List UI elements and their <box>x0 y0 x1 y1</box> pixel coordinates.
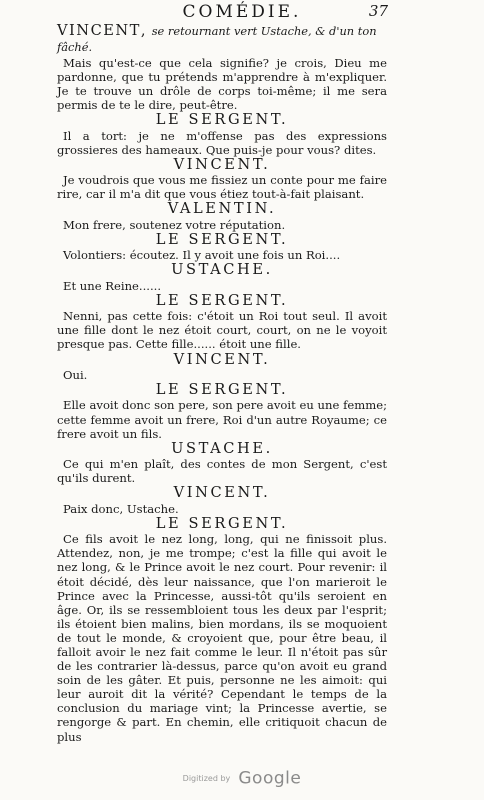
speech-paragraph: Il a tort: je ne m'offense pas des expressions grossieres des hameaux. Que puis-je pour vous? dites. <box>57 128 387 157</box>
speaker-name <box>57 262 387 278</box>
page-header <box>0 2 484 24</box>
stage-direction: se retournant vert Ustache, & d'un ton fâché. <box>57 24 377 55</box>
running-title: COMÉDIE. <box>182 2 302 22</box>
speech-paragraph: Elle avoit donc son pere, son pere avoit eu une femme; cette femme avoit un frere, Roi d'un autre Royaume; ce frere avoit un fils. <box>57 398 387 441</box>
speaker-name <box>57 23 387 56</box>
speech-paragraph: Nenni, pas cette fois: c'étoit un Roi tout seul. Il avoit une fille dont le nez étoit court, court, on ne le voyoit presque pas. Cette fille...... étoit une fille. <box>57 309 387 352</box>
speech-paragraph: Paix donc, Ustache. <box>63 501 179 516</box>
speaker-name <box>57 485 387 501</box>
speaker-label: VINCENT. <box>173 155 271 173</box>
speaker-label: USTACHE. <box>171 261 273 279</box>
page-number: 37 <box>368 2 388 20</box>
speaker-name <box>57 293 387 309</box>
speaker-name <box>57 441 387 457</box>
speaker-label: USTACHE. <box>171 439 273 457</box>
digitized-by-label: Digitized by <box>182 774 231 783</box>
speaker-label: LE SERGENT. <box>155 381 289 399</box>
speaker-label: LE SERGENT. <box>155 514 289 532</box>
speech-paragraph: Je voudrois que vous me fissiez un conte pour me faire rire, car il m'a dit que vous étiez tout-à-fait plaisant. <box>57 173 387 202</box>
speaker-label: VINCENT <box>57 22 141 39</box>
speaker-label: VALENTIN. <box>167 200 277 218</box>
speech-paragraph: Ce qui m'en plaît, des contes de mon Sergent, c'est qu'ils durent. <box>57 457 387 486</box>
google-logo: Google <box>238 768 302 789</box>
speaker-label: LE SERGENT. <box>155 230 289 248</box>
speaker-name <box>57 382 387 398</box>
digitization-credit <box>0 768 484 789</box>
speech-paragraph: Mon frere, soutenez votre réputation. <box>63 217 286 232</box>
speech-paragraph: Oui. <box>63 367 88 382</box>
speaker-name <box>57 232 387 248</box>
speaker-label: LE SERGENT. <box>155 111 289 129</box>
speaker-label: VINCENT. <box>173 350 271 368</box>
speaker-name <box>57 352 387 368</box>
speaker-name <box>57 516 387 532</box>
speech-paragraph: Mais qu'est-ce que cela signifie? je crois, Dieu me pardonne, que tu prétends m'apprendre à m'expliquer. Je te trouve un drôle de corps toi-même; il me sera permis de te le dire, peut-être. <box>57 55 387 113</box>
dialogue-text <box>57 23 387 744</box>
speaker-label: LE SERGENT. <box>155 291 289 309</box>
speaker-name <box>57 201 387 217</box>
speaker-name <box>57 157 387 173</box>
speaker-label: VINCENT. <box>173 484 271 502</box>
speech-paragraph: Volontiers: écoutez. Il y avoit une fois un Roi.... <box>63 248 341 263</box>
speaker-separator: , <box>140 22 146 39</box>
speech-paragraph: Et une Reine...... <box>63 278 162 293</box>
speech-paragraph: Ce fils avoit le nez long, long, qui ne finissoit plus. Attendez, non, je me trompe; c'est la fille qui avoit le nez long, & le Prince avoit le nez court. Pour revenir: il étoit décidé, dès leur naissance, que l'on marieroit le Prince avec la Princesse, aussi-tôt qu'ils seroient en âge. Or, ils se ressembloient tous les deux par l'esprit; ils étoient bien malins, bien mordans, ils se moquoient de tout le monde, & croyoient que, pour être beau, il falloit avoir le nez fait comme le leur. Il n'étoit pas sûr de les contrarier là-dessus, parce qu'on avoit eu grand soin de les gâter. Et puis, personne ne les aimoit: qui leur auroit dit la vérité? Cependant le temps de la conclusion du mariage vint; la Princesse avertie, se rengorge & part. En chemin, elle critiquoit chacun de plus <box>57 532 387 744</box>
speaker-name <box>57 112 387 128</box>
